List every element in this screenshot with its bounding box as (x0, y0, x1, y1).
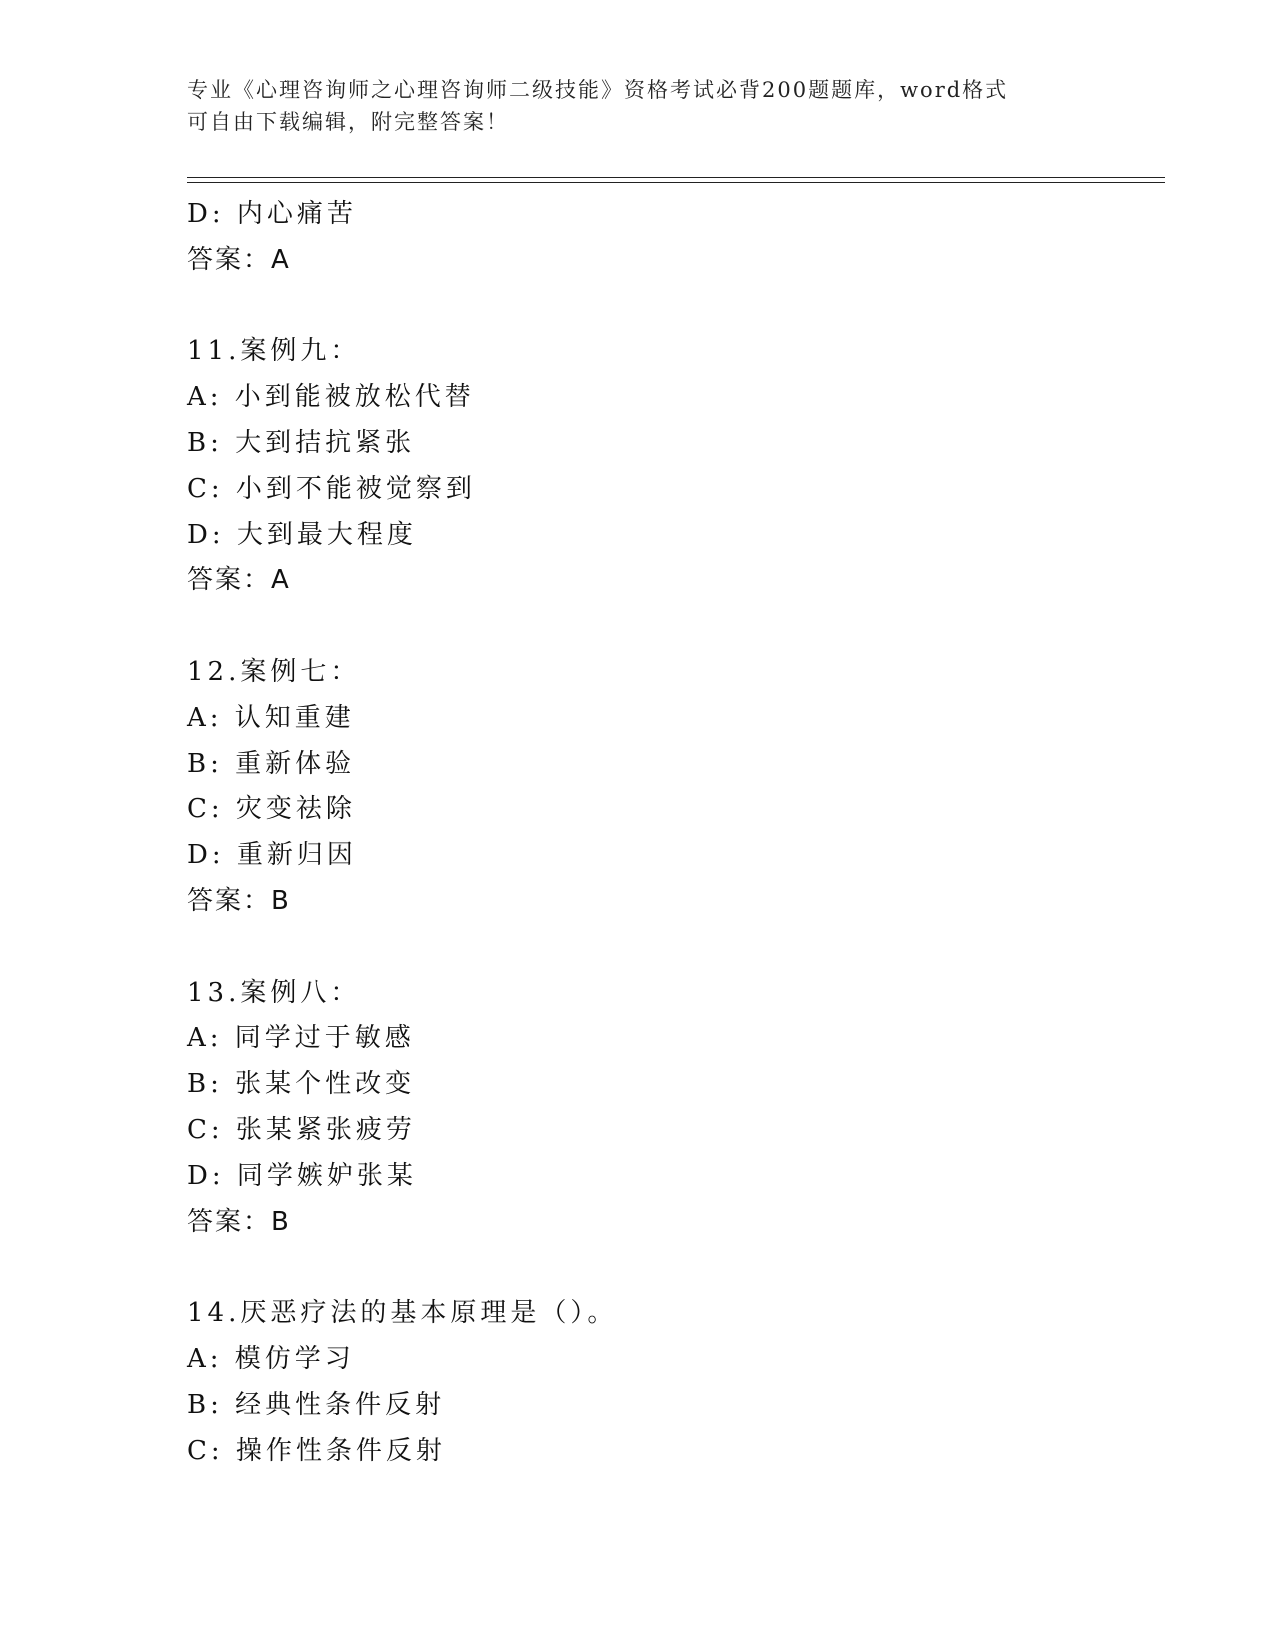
question-line: 14.厌恶疗法的基本原理是（）。 (187, 1298, 618, 1329)
question-line: D: 大到最大程度 (187, 519, 417, 550)
question-line: A: 小到能被放松代替 (187, 382, 475, 413)
spacer (187, 604, 1167, 650)
question-line: D: 重新归因 (187, 840, 357, 871)
question-line: A: 同学过于敏感 (187, 1023, 415, 1054)
question-line: B: 张某个性改变 (187, 1069, 416, 1100)
question-line: B: 经典性条件反射 (187, 1389, 446, 1420)
document-header (187, 74, 1087, 138)
question-line: D: 同学嫉妒张某 (187, 1160, 417, 1191)
header-divider-top (187, 177, 1165, 178)
question-list (187, 192, 1167, 1474)
answer-line: 答案：B (187, 885, 291, 916)
question-line: B: 大到拮抗紧张 (187, 427, 416, 458)
question-line: B: 重新体验 (187, 748, 356, 779)
question-line: 12.案例七： (187, 656, 361, 687)
header-line-1: 专业《心理咨询师之心理咨询师二级技能》资格考试必背200题题库，word格式 (187, 78, 1009, 102)
question-line: C: 灾变祛除 (187, 794, 356, 825)
question-line: A: 认知重建 (187, 702, 355, 733)
question-line: C: 操作性条件反射 (187, 1435, 446, 1466)
answer-line: 答案：A (187, 565, 291, 596)
header-divider-bottom (187, 182, 1165, 183)
spacer (187, 284, 1167, 330)
question-line: A: 模仿学习 (187, 1343, 355, 1374)
header-line-2: 可自由下载编辑，附完整答案！ (187, 110, 509, 134)
question-line: C: 张某紧张疲劳 (187, 1114, 416, 1145)
spacer (187, 1245, 1167, 1291)
question-line: D: 内心痛苦 (187, 199, 357, 229)
question-line: 13.案例八： (187, 977, 361, 1008)
spacer (187, 925, 1167, 971)
question-line: 11.案例九： (187, 336, 361, 367)
answer-line: 答案：A (187, 244, 291, 275)
question-line: C: 小到不能被觉察到 (187, 473, 476, 504)
answer-line: 答案：B (187, 1206, 291, 1237)
